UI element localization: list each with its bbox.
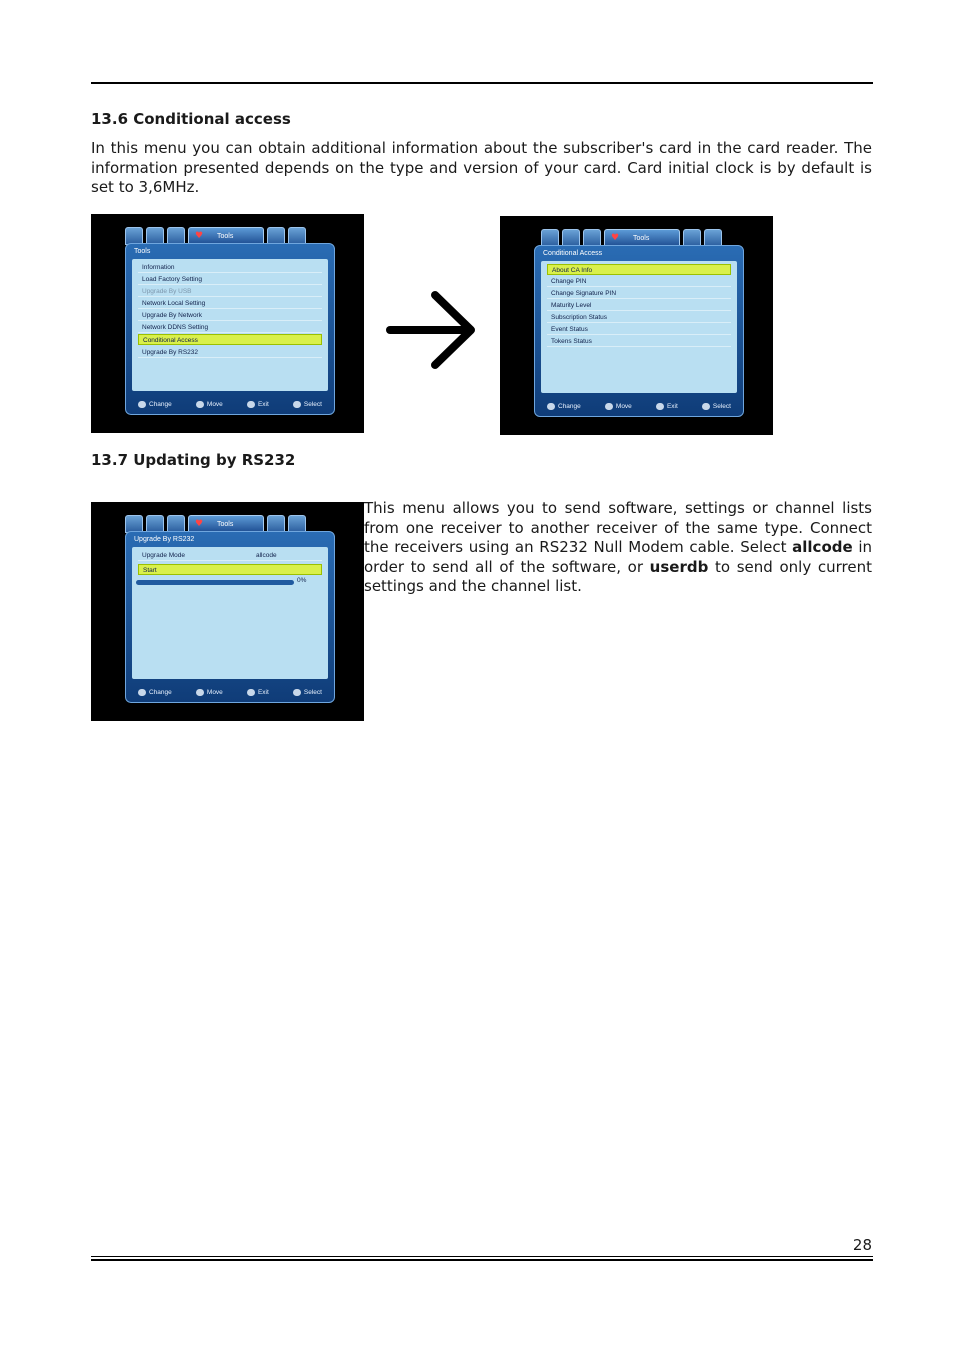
upgrade-mode-label: Upgrade Mode (142, 552, 185, 559)
right-arrow-icon (385, 285, 480, 375)
heart-icon: ♥ (195, 231, 204, 241)
section-heading-rs232: 13.7 Updating by RS232 (91, 451, 296, 469)
menu-title: Conditional Access (543, 250, 603, 257)
progress-bar (136, 580, 294, 585)
menu-panel (132, 547, 328, 679)
allcode-term: allcode (792, 538, 853, 556)
menu-item-subscription-status: Subscription Status (547, 312, 731, 323)
menu-item-change-pin: Change PIN (547, 276, 731, 287)
menu-item-upgrade-usb: Upgrade By USB (138, 286, 322, 297)
menu-footer: Change Move Exit Select (132, 687, 328, 699)
section-heading-conditional-access: 13.6 Conditional access (91, 110, 291, 128)
key-icon (702, 403, 710, 410)
rs232-upgrade-screenshot (91, 502, 364, 721)
page-number: 28 (852, 1236, 872, 1254)
footer-rule (91, 1259, 873, 1261)
userdb-term: userdb (649, 557, 709, 576)
tab-tools: ♥ Tools (604, 229, 680, 247)
menu-item-maturity-level: Maturity Level (547, 300, 731, 311)
menu-item-network-ddns: Network DDNS Setting (138, 322, 322, 333)
tab-tools: ♥ Tools (188, 515, 264, 533)
progress-percent: 0% (297, 577, 307, 584)
menu-title: Upgrade By RS232 (134, 536, 195, 543)
key-icon (196, 689, 204, 696)
menu-item-network-local: Network Local Setting (138, 298, 322, 309)
key-icon (656, 403, 664, 410)
menu-item-upgrade-network: Upgrade By Network (138, 310, 322, 321)
key-icon (138, 401, 146, 408)
menu-footer: Change Move Exit Select (132, 399, 328, 411)
start-row: Start (138, 564, 322, 575)
menu-title: Tools (134, 248, 151, 255)
menu-item-load-factory: Load Factory Setting (138, 274, 322, 285)
key-icon (247, 401, 255, 408)
key-icon (547, 403, 555, 410)
footer-rule (91, 1256, 873, 1257)
header-rule (91, 82, 873, 84)
key-icon (138, 689, 146, 696)
menu-frame (125, 243, 335, 415)
menu-panel (541, 261, 737, 393)
rs232-paragraph: This menu allows you to send software, settings or channel lists from one receiver to another receiver of the same type. Connect the receivers using an RS232 Null Modem cable. Select allcode in order to send all of the software, or userdb to send only current settings and the channel list. (364, 499, 873, 595)
heart-icon: ♥ (195, 519, 204, 529)
menu-panel (132, 259, 328, 391)
menu-item-change-signature-pin: Change Signature PIN (547, 288, 731, 299)
menu-item-event-status: Event Status (547, 324, 731, 335)
menu-item-about-ca: About CA Info (547, 264, 731, 275)
tab-tools: ♥ Tools (188, 227, 264, 245)
menu-item-information: Information (138, 262, 322, 273)
tools-menu-screenshot (91, 214, 364, 433)
key-icon (293, 689, 301, 696)
menu-frame (125, 531, 335, 703)
key-icon (247, 689, 255, 696)
conditional-access-screenshot (500, 216, 773, 435)
heart-icon: ♥ (611, 233, 620, 243)
conditional-access-paragraph: In this menu you can obtain additional information about the subscriber's card in the card reader. The information presented depends on the type and version of your card. Card initial clock is by default is set to 3,6MHz. (91, 139, 872, 196)
upgrade-mode-row (138, 550, 322, 561)
key-icon (605, 403, 613, 410)
upgrade-mode-value: allcode (256, 552, 277, 559)
menu-item-conditional-access: Conditional Access (138, 334, 322, 345)
menu-frame (534, 245, 744, 417)
key-icon (293, 401, 301, 408)
menu-item-upgrade-rs232: Upgrade By RS232 (138, 347, 322, 358)
menu-item-tokens-status: Tokens Status (547, 336, 731, 347)
key-icon (196, 401, 204, 408)
menu-footer: Change Move Exit Select (541, 401, 737, 413)
